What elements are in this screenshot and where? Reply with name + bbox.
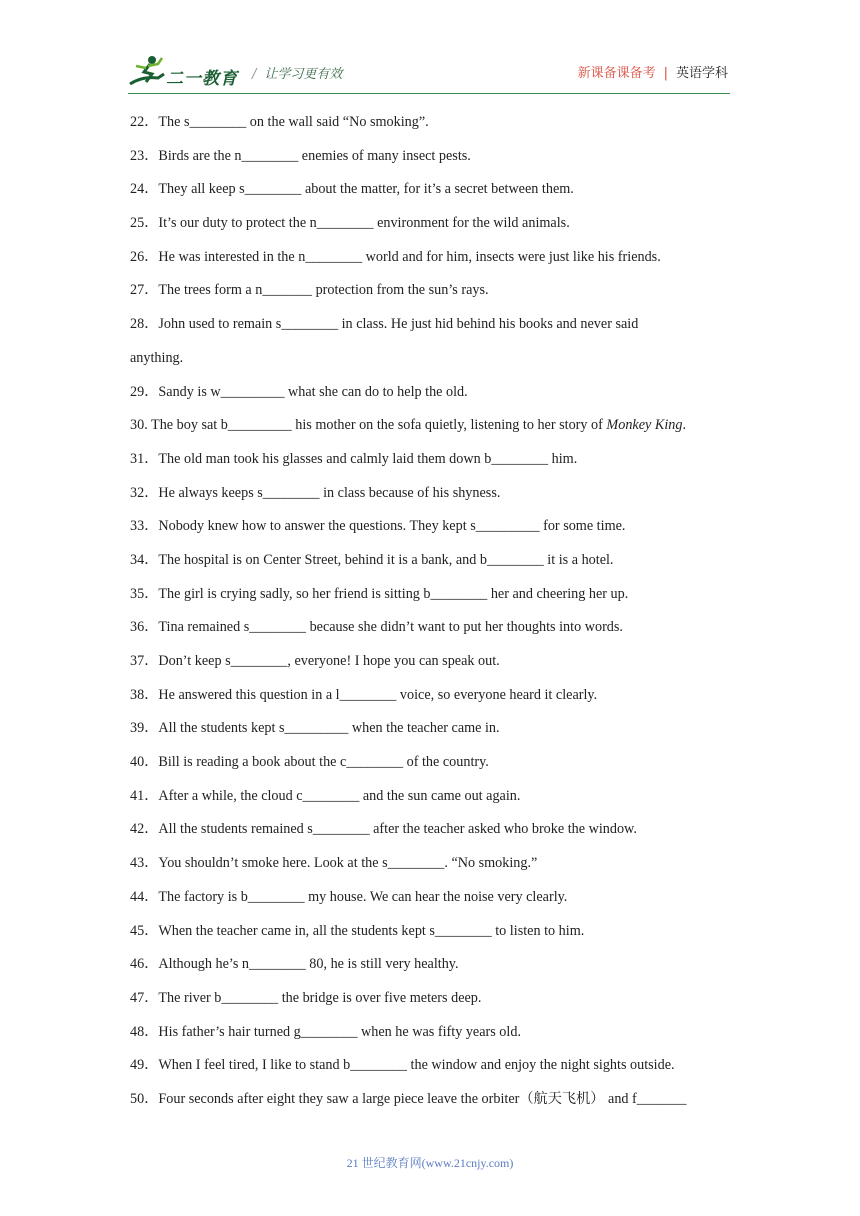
exercise-text: 31．The old man took his glasses and calmly laid them down b________ him.: [130, 450, 578, 467]
exercise-item: [130, 954, 735, 974]
exercise-text: 45．When the teacher came in, all the students kept s________ to listen to him.: [130, 922, 585, 939]
exercise-text: 39．All the students kept s_________ when the teacher came in.: [130, 720, 500, 737]
slogan: / 让学习更有效: [252, 67, 343, 82]
exercise-item: [130, 685, 735, 705]
exercise-text: 44．The factory is b________ my house. We can hear the noise very clearly.: [130, 888, 568, 905]
exercise-text: 30. The boy sat b_________ his mother on the sofa quietly, listening to her story of: [130, 417, 607, 434]
exercise-text: 36．Tina remained s________ because she didn’t want to put her thoughts into words.: [130, 619, 623, 636]
header-tags: [578, 62, 728, 81]
exercise-text: 34．The hospital is on Center Street, behind it is a bank, and b________ it is a hotel.: [130, 551, 614, 568]
exercise-item: [130, 213, 735, 233]
exercise-text: 37．Don’t keep s________, everyone! I hope you can speak out.: [130, 653, 500, 669]
exercise-item: [130, 718, 735, 738]
exercise-item: [130, 786, 735, 806]
header-divider: [128, 93, 730, 94]
logo-text: 二一教育: [166, 69, 238, 89]
exercise-item: [130, 584, 735, 604]
exercise-text: 43．You shouldn’t smoke here. Look at the s________. “No smoking.”: [130, 855, 538, 872]
exercise-text: 26．He was interested in the n________ world and for him, insects were just like his friends.: [130, 248, 661, 265]
exercise-text: 38．He answered this question in a l________ voice, so everyone heard it clearly.: [130, 686, 598, 703]
header-tag-left: 新课备课备考: [577, 66, 656, 81]
exercise-text: 25．It’s our duty to protect the n________ environment for the wild animals.: [130, 215, 570, 232]
exercise-text: 47．The river b________ the bridge is over five meters deep.: [130, 989, 482, 1006]
exercise-item: [130, 1089, 735, 1109]
exercise-text: 50．Four seconds after eight they saw a large piece leave the orbiter（航天飞机） and f_______: [130, 1090, 687, 1107]
exercise-item: [130, 651, 735, 671]
exercise-item: [130, 280, 735, 300]
page-header: [128, 54, 728, 94]
exercise-item: [130, 1022, 735, 1042]
exercise-italic-title: Monkey King: [606, 417, 683, 434]
logo: [128, 54, 248, 90]
exercise-item: [130, 853, 735, 873]
exercise-text: 32．He always keeps s________ in class because of his shyness.: [130, 484, 501, 501]
page-footer: 21 世纪教育网(www.21cnjy.com): [346, 1156, 514, 1170]
exercise-item: [130, 314, 735, 334]
slogan-text: 让学习更有效: [264, 67, 343, 82]
exercise-text: 40．Bill is reading a book about the c________ of the country.: [130, 754, 489, 771]
header-separator: |: [663, 66, 668, 81]
exercise-text: 48．His father’s hair turned g________ when he was fifty years old.: [130, 1023, 521, 1040]
exercise-item: [130, 179, 735, 199]
exercise-item: [130, 112, 735, 132]
exercise-text-tail: .: [682, 417, 686, 434]
exercise-item: [130, 887, 735, 907]
exercise-list: [130, 112, 735, 1123]
exercise-item: [130, 415, 735, 435]
exercise-text: anything.: [130, 349, 184, 366]
runner-logo-icon: [128, 54, 168, 90]
exercise-item: [130, 449, 735, 469]
exercise-item: [130, 988, 735, 1008]
exercise-text: 28．John used to remain s________ in class. He just hid behind his books and never said: [130, 316, 639, 333]
exercise-item: [130, 1055, 735, 1075]
exercise-item: [130, 516, 735, 536]
exercise-item: [130, 348, 735, 368]
exercise-item: [130, 550, 735, 570]
exercise-text: 42．All the students remained s________ after the teacher asked who broke the window.: [130, 821, 637, 838]
exercise-text: 27．The trees form a n_______ protection from the sun’s rays.: [130, 282, 489, 299]
exercise-text: 22．The s________ on the wall said “No smoking”.: [130, 114, 429, 130]
exercise-item: [130, 819, 735, 839]
exercise-text: 41．After a while, the cloud c________ and the sun came out again.: [130, 787, 521, 804]
exercise-text: 24．They all keep s________ about the matter, for it’s a secret between them.: [130, 181, 574, 198]
exercise-item: [130, 752, 735, 772]
exercise-item: [130, 146, 735, 166]
header-tag-subject: 英语学科: [675, 66, 728, 81]
exercise-text: 46．Although he’s n________ 80, he is still very healthy.: [130, 956, 459, 973]
exercise-item: [130, 617, 735, 637]
exercise-text: 23．Birds are the n________ enemies of many insect pests.: [130, 147, 471, 164]
exercise-item: [130, 921, 735, 941]
exercise-text: 49．When I feel tired, I like to stand b________ the window and enjoy the night sights outside.: [130, 1057, 675, 1074]
exercise-text: 35．The girl is crying sadly, so her friend is sitting b________ her and cheering her up.: [130, 585, 629, 602]
exercise-text: 29．Sandy is w_________ what she can do to help the old.: [130, 383, 468, 400]
exercise-item: [130, 382, 735, 402]
exercise-item: [130, 247, 735, 267]
exercise-text: 33．Nobody knew how to answer the questions. They kept s_________ for some time.: [130, 518, 626, 535]
exercise-item: [130, 483, 735, 503]
